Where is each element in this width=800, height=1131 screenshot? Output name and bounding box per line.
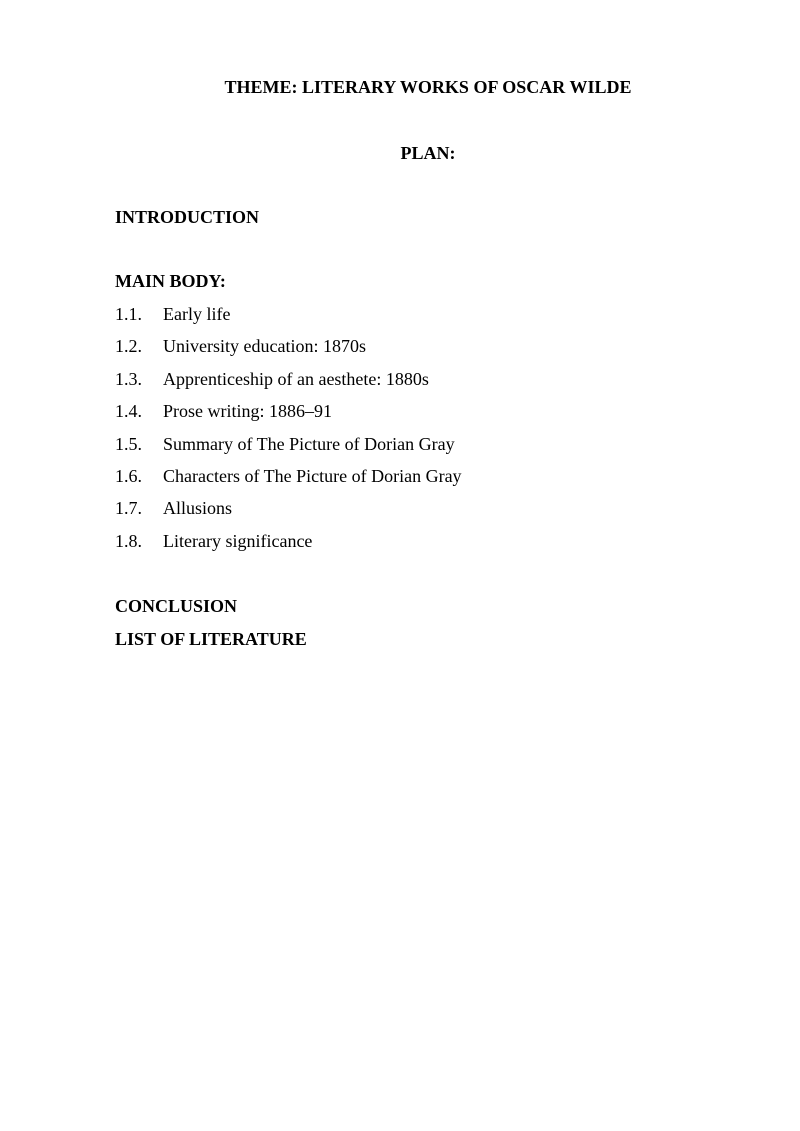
list-item-text: Characters of The Picture of Dorian Gray [163, 465, 462, 486]
list-item-text: Apprenticeship of an aesthete: 1880s [163, 368, 429, 389]
list-item [115, 530, 462, 562]
list-item-number: 1.8. [115, 530, 142, 551]
list-item [115, 400, 462, 432]
list-item-text: Early life [163, 304, 231, 324]
list-of-literature-heading: LIST OF LITERATURE [115, 629, 307, 649]
list-item-text: Allusions [163, 498, 233, 519]
conclusion-heading: CONCLUSION [115, 596, 238, 616]
list-item-number: 1.4. [115, 401, 142, 422]
plan-heading: PLAN: [400, 143, 456, 163]
list-item-text: University education: 1870s [163, 336, 366, 357]
list-item-text: Summary of The Picture of Dorian Gray [163, 433, 455, 454]
list-item-text: Prose writing: 1886–91 [163, 401, 332, 422]
list-item [115, 465, 462, 497]
list-item [115, 433, 462, 465]
main-body-heading: MAIN BODY: [115, 271, 226, 291]
list-item-number: 1.3. [115, 368, 142, 389]
list-item [115, 368, 462, 400]
list-item-number: 1.6. [115, 465, 142, 486]
introduction-heading: INTRODUCTION [115, 207, 260, 227]
list-item-text: Literary significance [163, 530, 313, 551]
list-item-number: 1.5. [115, 433, 142, 454]
list-item-number: 1.1. [115, 304, 142, 324]
list-item-number: 1.7. [115, 498, 142, 519]
list-item [115, 303, 462, 335]
document-theme-title: THEME: LITERARY WORKS OF OSCAR WILDE [224, 77, 632, 97]
list-item [115, 335, 462, 367]
list-item-number: 1.2. [115, 336, 142, 357]
main-body-list [115, 303, 462, 562]
list-item [115, 497, 462, 529]
